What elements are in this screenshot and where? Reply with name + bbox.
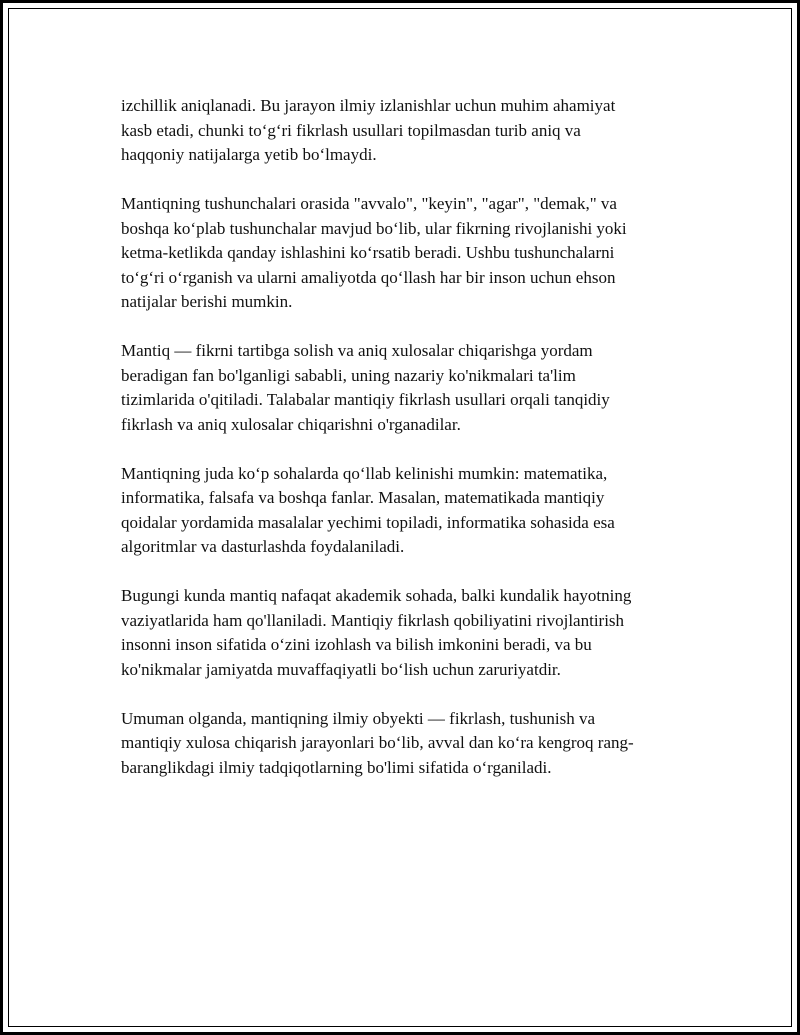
paragraph-4 xyxy=(121,462,661,560)
text-line: beradigan fan bo'lganligi sababli, uning nazariy ko'nikmalari ta'lim xyxy=(121,365,576,385)
text-line: ko'nikmalar jamiyatda muvaffaqiyatli bo‘lish uchun zaruriyatdir. xyxy=(121,659,561,679)
paragraph-1 xyxy=(121,94,661,168)
text-line: algoritmlar va dasturlashda foydalaniladi. xyxy=(121,537,405,556)
text-line: tizimlarida o'qitiladi. Talabalar mantiqiy fikrlash usullari orqali tanqidiy xyxy=(121,390,610,409)
text-line: mantiqiy xulosa chiqarish jarayonlari bo‘lib, avval dan ko‘ra kengroq rang- xyxy=(121,733,634,752)
text-line: ketma-ketlikda qanday ishlashini ko‘rsatib beradi. Ushbu tushunchalarni xyxy=(121,243,615,262)
text-line: natijalar berishi mumkin. xyxy=(121,292,293,311)
text-line: Mantiqning juda ko‘p sohalarda qo‘llab kelinishi mumkin: matematika, xyxy=(121,463,608,483)
text-line: Mantiq — fikrni tartibga solish va aniq xulosalar chiqarishga yordam xyxy=(121,341,593,360)
text-line: baranglikdagi ilmiy tadqiqotlarning bo'limi sifatida o‘rganiladi. xyxy=(121,757,552,777)
document-body xyxy=(121,94,661,805)
text-line: fikrlash va aniq xulosalar chiqarishni o'rganadilar. xyxy=(121,414,461,434)
text-line: informatika, falsafa va boshqa fanlar. Masalan, matematikada mantiqiy xyxy=(121,488,605,507)
paragraph-6 xyxy=(121,707,661,781)
paragraph-3 xyxy=(121,339,661,437)
paragraph-2 xyxy=(121,192,661,315)
text-line: Mantiqning tushunchalari orasida "avvalo", "keyin", "agar", "demak," va xyxy=(121,194,617,213)
text-line: Bugungi kunda mantiq nafaqat akademik sohada, balki kundalik hayotning xyxy=(121,586,632,605)
text-line: izchillik aniqlanadi. Bu jarayon ilmiy izlanishlar uchun muhim ahamiyat xyxy=(121,96,616,115)
text-line: boshqa ko‘plab tushunchalar mavjud bo‘lib, ular fikrning rivojlanishi yoki xyxy=(121,218,627,238)
text-line: Umuman olganda, mantiqning ilmiy obyekti — fikrlash, tushunish va xyxy=(121,708,596,728)
text-line: vaziyatlarida ham qo'llaniladi. Mantiqiy fikrlash qobiliyatini rivojlantirish xyxy=(121,610,625,630)
paragraph-5 xyxy=(121,584,661,682)
text-line: insonni inson sifatida o‘zini izohlash va bilish imkonini beradi, va bu xyxy=(121,635,592,654)
text-line: kasb etadi, chunki to‘g‘ri fikrlash usullari topilmasdan turib aniq va xyxy=(121,120,581,140)
text-line: qoidalar yordamida masalalar yechimi topiladi, informatika sohasida esa xyxy=(121,512,615,532)
text-line: haqqoniy natijalarga yetib bo‘lmaydi. xyxy=(121,145,377,164)
text-line: to‘g‘ri o‘rganish va ularni amaliyotda qo‘llash har bir inson uchun ehson xyxy=(121,267,616,287)
